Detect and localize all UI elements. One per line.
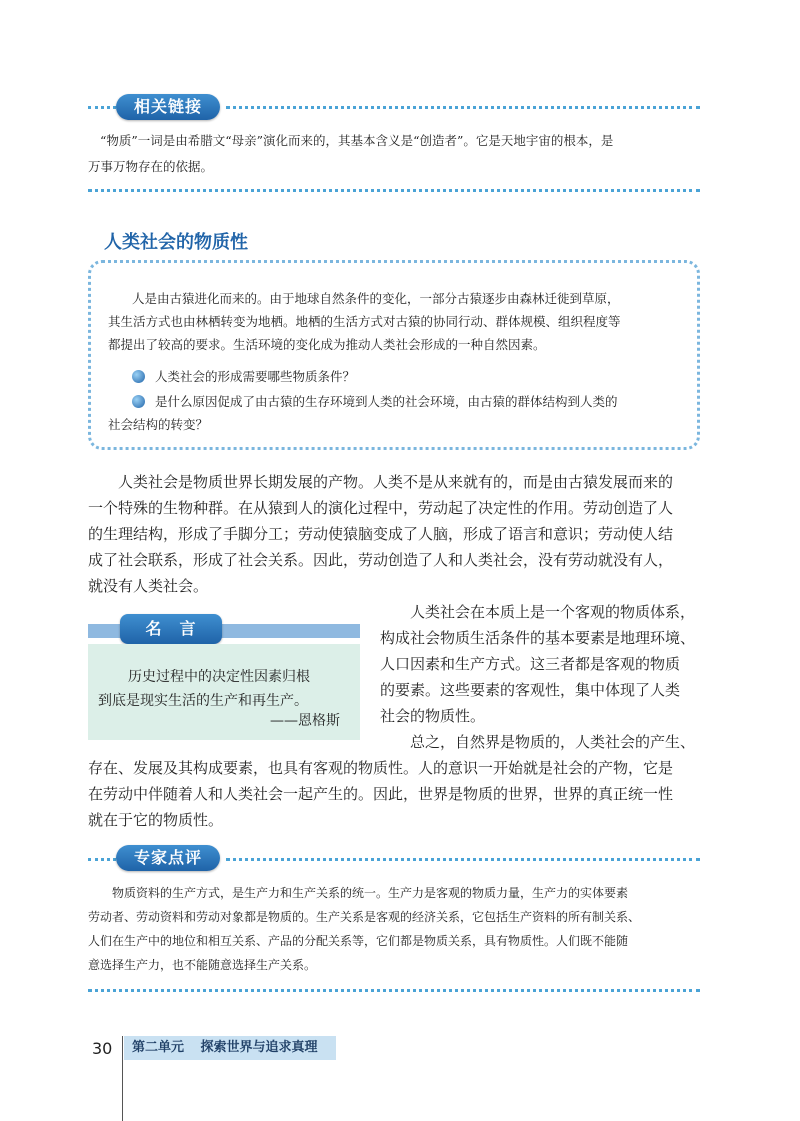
- right-line-6: 总之，自然界是物质的，人类社会的产生、: [410, 733, 696, 751]
- question-bullet-icon: [132, 395, 145, 408]
- inquiry-paragraph-line3: 都提出了较高的要求。生活环境的变化成为推动人类社会形成的一种自然因素。: [108, 337, 546, 352]
- right-line-2: 构成社会物质生活条件的基本要素是地理环境、: [380, 629, 696, 647]
- quote-line-1: 历史过程中的决定性因素归根: [128, 669, 310, 685]
- expert-line-1: 物质资料的生产方式，是生产力和生产关系的统一。生产力是客观的物质力量，生产力的实体要素: [112, 886, 629, 900]
- expert-review-tag: 专家点评: [116, 845, 220, 871]
- main-line-3: 的生理结构，形成了手脚分工；劳动使猿脑变成了人脑，形成了语言和意识；劳动使人结: [88, 525, 674, 543]
- footer-title: 探索世界与追求真理: [200, 1040, 318, 1055]
- main-line-4: 成了社会联系，形成了社会关系。因此，劳动创造了人和人类社会，没有劳动就没有人，: [88, 551, 674, 569]
- question-2-text: 是什么原因促成了由古猿的生存环境到人类的社会环境，由古猿的群体结构到人类的: [155, 394, 618, 409]
- right-line-5: 社会的物质性。: [380, 707, 486, 725]
- inquiry-paragraph-line1: 人是由古猿进化而来的。由于地球自然条件的变化，一部分古猿逐步由森林迁徙到草原，: [132, 291, 620, 306]
- quote-author: ——恩格斯: [270, 713, 340, 729]
- question-1-text: 人类社会的形成需要哪些物质条件？: [155, 369, 356, 384]
- related-link-text-line2: 万事万物存在的依据。: [88, 159, 214, 174]
- top-dotted-rule-right: [226, 106, 700, 109]
- expert-bottom-dotted-rule: [88, 989, 700, 992]
- expert-dotted-rule-right: [226, 858, 700, 861]
- bottom-line-2: 在劳动中伴随着人和人类社会一起产生的。因此，世界是物质的世界，世界的真正统一性: [88, 785, 674, 803]
- bottom-line-1: 存在、发展及其构成要素，也具有客观的物质性。人的意识一开始就是社会的产物，它是: [88, 759, 674, 777]
- main-line-5: 就没有人类社会。: [88, 577, 209, 595]
- quote-line-2: 到底是现实生活的生产和再生产。: [98, 693, 308, 709]
- main-line-1: 人类社会是物质世界长期发展的产物。人类不是从来就有的，而是由古猿发展而来的: [118, 473, 674, 491]
- related-link-text-line1: “物质”一词是由希腊文“母亲”演化而来的，其基本含义是“创造者”。它是天地宇宙的根本，是: [100, 133, 614, 148]
- inquiry-question-1: [132, 364, 355, 390]
- expert-dotted-rule-left: [88, 858, 116, 861]
- expert-line-3: 人们在生产中的地位和相互关系、产品的分配关系等，它们都是物质关系，具有物质性。人们既不能随: [88, 934, 629, 948]
- page-number: 30: [92, 1039, 113, 1058]
- section-heading: 人类社会的物质性: [104, 232, 248, 253]
- right-line-4: 的要素。这些要素的客观性，集中体现了人类: [380, 681, 681, 699]
- right-line-3: 人口因素和生产方式。这三者都是客观的物质: [380, 655, 681, 673]
- bottom-line-3: 就在于它的物质性。: [88, 811, 224, 829]
- link-bottom-dotted-rule: [88, 189, 700, 192]
- top-dotted-rule-left: [88, 106, 116, 109]
- quote-tag: 名 言: [120, 614, 222, 644]
- footer-bar: [124, 1036, 336, 1060]
- footer-vertical-rule: [122, 1036, 123, 1121]
- footer-unit: 第二单元: [132, 1040, 185, 1055]
- expert-line-2: 劳动者、劳动资料和劳动对象都是物质的。生产关系是客观的经济关系，它包括生产资料的所有制关系、: [88, 910, 641, 924]
- right-line-1: 人类社会在本质上是一个客观的物质体系，: [410, 603, 696, 621]
- main-line-2: 一个特殊的生物种群。在从猿到人的演化过程中，劳动起了决定性的作用。劳动创造了人: [88, 499, 674, 517]
- related-link-tag: 相关链接: [116, 94, 220, 120]
- inquiry-paragraph-line2: 其生活方式也由林栖转变为地栖。地栖的生活方式对古猿的协同行动、群体规模、组织程度等: [108, 314, 621, 329]
- inquiry-question-2-cont: 社会结构的转变？: [108, 417, 209, 432]
- expert-line-4: 意选择生产力，也不能随意选择生产关系。: [88, 958, 317, 972]
- question-bullet-icon: [132, 370, 145, 383]
